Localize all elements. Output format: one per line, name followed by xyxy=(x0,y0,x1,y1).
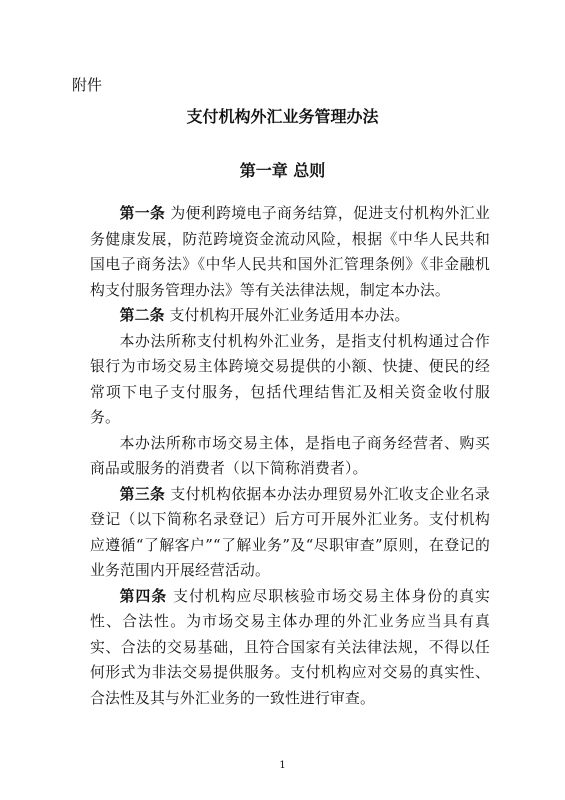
paragraph-text: 本办法所称支付机构外汇业务，是指支付机构通过合作银行为市场交易主体跨境交易提供的小额、快捷、便民的经常项下电子支付服务，包括代理结售汇及相关资金收付服务。 xyxy=(90,332,490,426)
paragraph-article-3 xyxy=(90,482,490,584)
paragraph-definition-subject xyxy=(90,431,490,482)
article-number: 第四条 xyxy=(119,587,168,605)
paragraph-article-2 xyxy=(90,303,490,329)
chapter-heading: 第一章 总则 xyxy=(239,161,326,180)
article-number: 第三条 xyxy=(119,485,166,503)
paragraph-definition-forex xyxy=(90,329,490,431)
paragraph-article-1 xyxy=(90,201,490,303)
article-number: 第二条 xyxy=(119,307,165,324)
paragraph-text: 为便利跨境电子商务结算，促进支付机构外汇业务健康发展，防范跨境资金流动风险，根据《中华人民共和国电子商务法》《中华人民共和国外汇管理条例》《非金融机构支付服务管理办法》等有关法律法规，制定本办法。 xyxy=(90,205,490,299)
annex-label: 附件 xyxy=(72,76,103,94)
paragraph-text: 支付机构应尽职核验市场交易主体身份的真实性、合法性。为市场交易主体办理的外汇业务应当具有真实、合法的交易基础，且符合国家有关法律法规，不得以任何形式为非法交易提供服务。支付机构应对交易的真实性、合法性及其与外汇业务的一致性进行审查。 xyxy=(90,587,491,707)
paragraph-article-4 xyxy=(90,584,490,712)
paragraph-text: 支付机构依据本办法办理贸易外汇收支企业名录登记（以下简称名录登记）后方可开展外汇业务。支付机构应遵循“了解客户”“了解业务”及“尽职审查”原则，在登记的业务范围内开展经营活动。 xyxy=(90,485,490,579)
document-title: 支付机构外汇业务管理办法 xyxy=(186,107,379,126)
paragraph-text: 支付机构开展外汇业务适用本办法。 xyxy=(164,307,410,324)
paragraph-text: 本办法所称市场交易主体，是指电子商务经营者、购买商品或服务的消费者（以下简称消费者）。 xyxy=(90,434,490,477)
article-number: 第一条 xyxy=(119,205,166,222)
page-number: 1 xyxy=(279,760,286,771)
document-body xyxy=(90,201,490,711)
